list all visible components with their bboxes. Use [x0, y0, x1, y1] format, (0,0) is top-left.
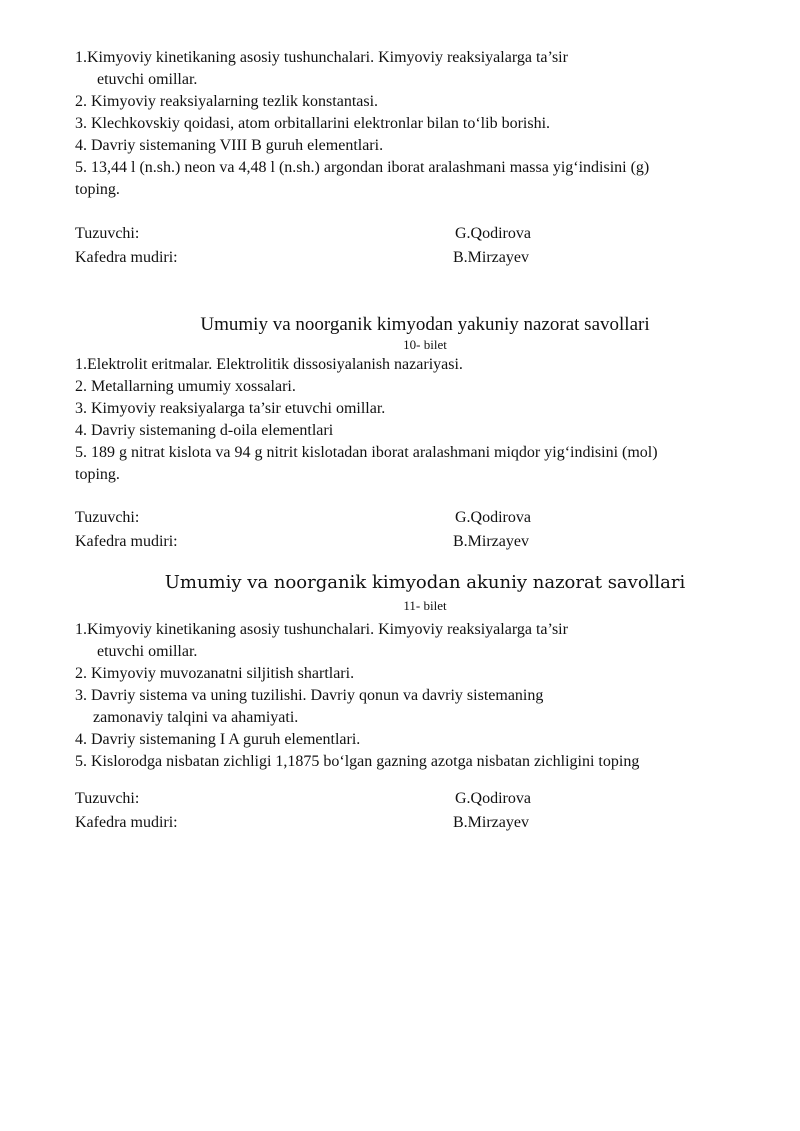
question-1: 1.Elektrolit eritmalar. Elektrolitik dissosiyalanish nazariyasi. [75, 356, 463, 373]
head-row [75, 811, 775, 835]
compiler-label: Tuzuvchi: [75, 509, 140, 526]
question-5: 5. 189 g nitrat kislota va 94 g nitrit kislotadan iborat aralashmani miqdor yig‘indisini (mol) [75, 444, 658, 461]
head-name: B.Mirzayev [453, 249, 529, 266]
question-1-continued: etuvchi omillar. [97, 71, 198, 88]
compiler-name: G.Qodirova [455, 509, 531, 526]
head-label: Kafedra mudiri: [75, 533, 178, 550]
ticket-10-number: 10- bilet [403, 337, 447, 352]
ticket-prev-signatures [75, 222, 775, 270]
ticket-11-questions [75, 619, 775, 773]
ticket-11-signatures [75, 787, 775, 835]
ticket-10-heading: Umumiy va noorganik kimyodan yakuniy nazorat savollari [200, 314, 650, 335]
question-5: 5. Kislorodga nisbatan zichligi 1,1875 bo‘lgan gazning azotga nisbatan zichligini toping [75, 753, 640, 770]
compiler-label: Tuzuvchi: [75, 790, 140, 807]
question-4: 4. Davriy sistemaning I A guruh elementlari. [75, 731, 361, 748]
question-1-continued: etuvchi omillar. [97, 643, 198, 660]
ticket-11-number: 11- bilet [403, 598, 447, 613]
head-label: Kafedra mudiri: [75, 249, 178, 266]
question-2: 2. Kimyoviy reaksiyalarning tezlik konstantasi. [75, 93, 379, 110]
question-3-continued: zamonaviy talqini va ahamiyati. [93, 709, 299, 726]
compiler-row [75, 222, 775, 246]
ticket-11-heading: Umumiy va noorganik kimyodan akuniy nazorat savollari [164, 572, 686, 593]
ticket-10-questions [75, 354, 775, 486]
question-4: 4. Davriy sistemaning d-oila elementlari [75, 422, 334, 439]
question-1: 1.Kimyoviy kinetikaning asosiy tushunchalari. Kimyoviy reaksiyalarga ta’sir [75, 621, 568, 638]
ticket-10-signatures [75, 506, 775, 554]
question-2: 2. Metallarning umumiy xossalari. [75, 378, 296, 395]
question-4: 4. Davriy sistemaning VIII B guruh elementlari. [75, 137, 384, 154]
compiler-row [75, 506, 775, 530]
head-row [75, 530, 775, 554]
compiler-row [75, 787, 775, 811]
compiler-name: G.Qodirova [455, 225, 531, 242]
head-name: B.Mirzayev [453, 533, 529, 550]
compiler-name: G.Qodirova [455, 790, 531, 807]
question-3: 3. Davriy sistema va uning tuzilishi. Davriy qonun va davriy sistemaning [75, 687, 544, 704]
question-5-continued: toping. [75, 181, 120, 198]
question-5-continued: toping. [75, 466, 120, 483]
compiler-label: Tuzuvchi: [75, 225, 140, 242]
question-2: 2. Kimyoviy muvozanatni siljitish shartlari. [75, 665, 355, 682]
ticket-prev-questions [75, 47, 775, 201]
question-1: 1.Kimyoviy kinetikaning asosiy tushunchalari. Kimyoviy reaksiyalarga ta’sir [75, 49, 568, 66]
question-3: 3. Klechkovskiy qoidasi, atom orbitallarini elektronlar bilan to‘lib borishi. [75, 115, 551, 132]
question-5: 5. 13,44 l (n.sh.) neon va 4,48 l (n.sh.) argondan iborat aralashmani massa yig‘indisini (g) [75, 159, 650, 176]
head-label: Kafedra mudiri: [75, 814, 178, 831]
head-name: B.Mirzayev [453, 814, 529, 831]
head-row [75, 246, 775, 270]
question-3: 3. Kimyoviy reaksiyalarga ta’sir etuvchi omillar. [75, 400, 386, 417]
